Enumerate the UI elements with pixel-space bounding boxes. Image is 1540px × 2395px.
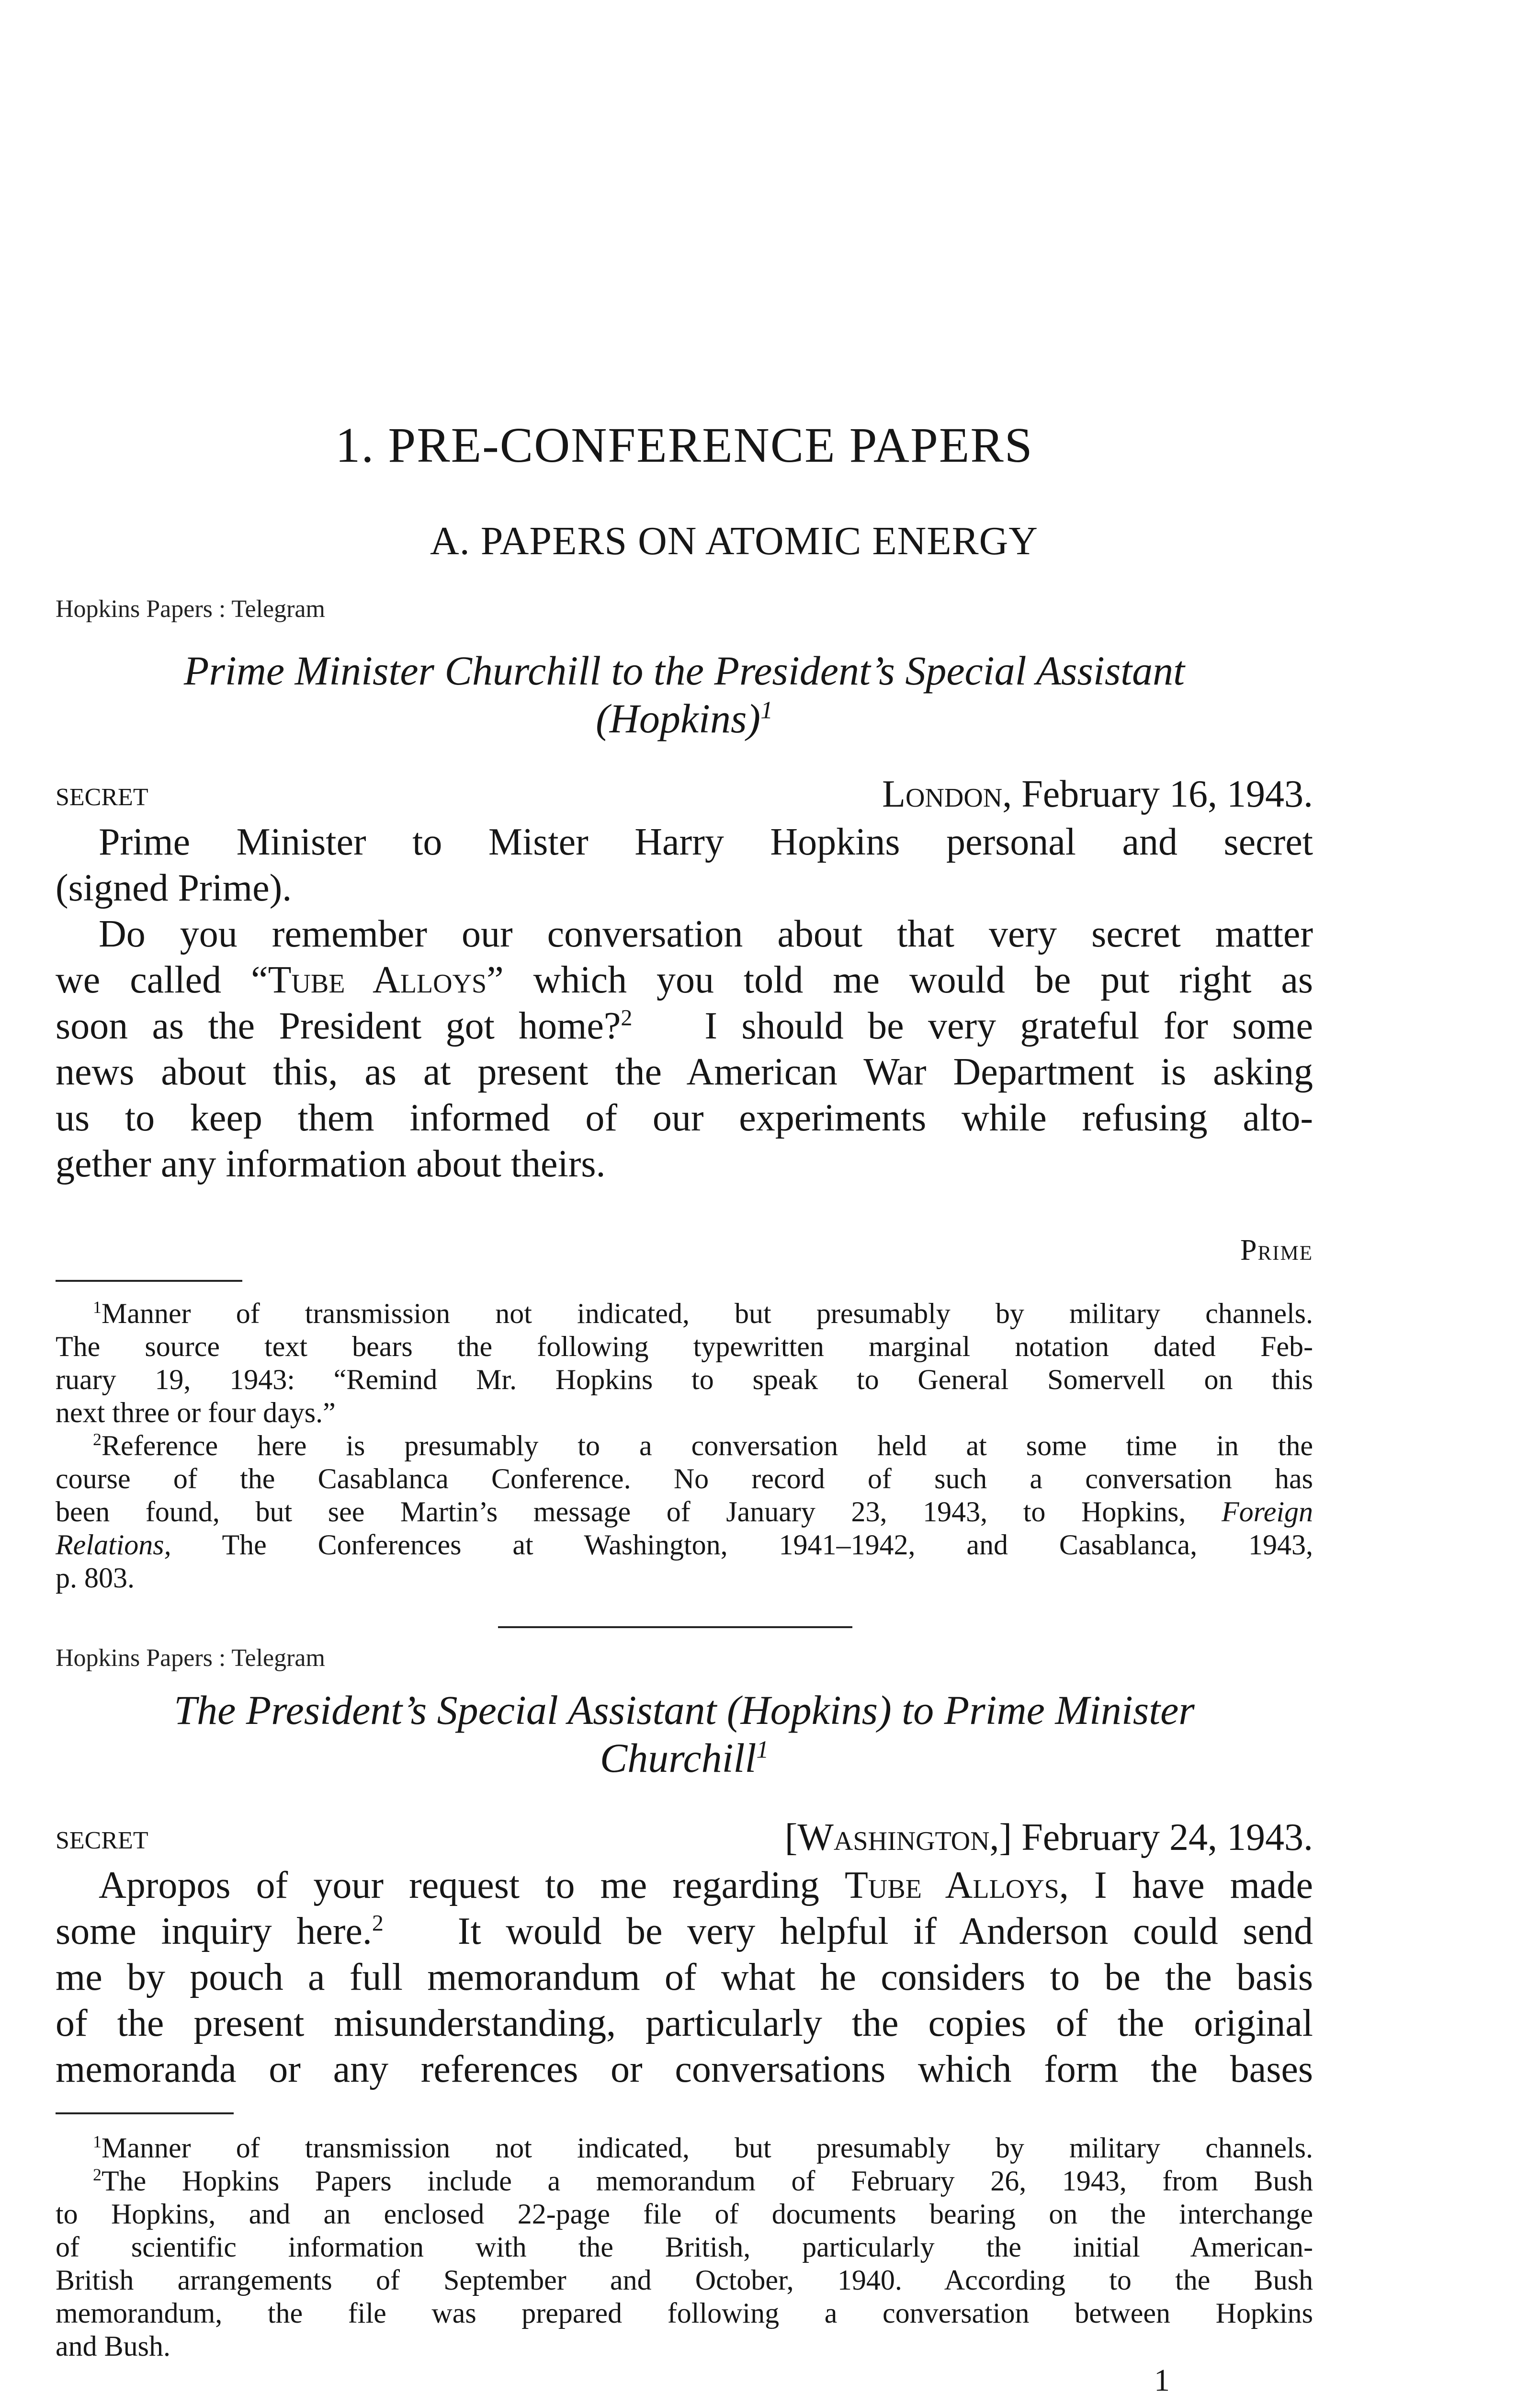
doc1-classification: SECRET: [56, 784, 148, 811]
doc1-footnote-rule: [56, 1280, 242, 1282]
doc2-line3: me by pouch a full memorandum of what he considers to be the basis: [56, 1956, 1313, 1998]
doc2-footnote-2-line6: and Bush.: [56, 2330, 170, 2362]
doc2-body: [56, 1862, 1313, 2092]
doc1-footnote-1-line1: $^1$Manner of transmission not indicated, but presumably by military channels.: [93, 1298, 1313, 1329]
doc2-source-line: Hopkins Papers : Telegram: [56, 1644, 325, 1672]
doc1-footnote-1-line3: ruary 19, 1943: “Remind Mr. Hopkins to speak to General Somervell on this: [56, 1364, 1313, 1395]
doc2-dateline: [56, 1814, 1313, 1860]
doc2-title-footnote-ref: 1: [756, 1736, 769, 1764]
doc1-place: London,: [882, 773, 1012, 815]
doc1-footnote-1-line2: The source text bears the following typewritten marginal notation dated Feb-: [56, 1331, 1313, 1362]
chapter-heading: 1. PRE-CONFERENCE PAPERS: [335, 418, 1033, 473]
doc2-line1: Apropos of your request to me regarding Tube Alloys, I have made: [99, 1864, 1314, 1906]
tube-alloys-term: Tube Alloys,: [845, 1864, 1069, 1906]
doc1-footnotes: [56, 1297, 1313, 1595]
doc2-line5: memoranda or any references or conversations which form the bases: [56, 2048, 1313, 2090]
document-separator-rule: [498, 1626, 852, 1628]
doc1-para2-line4: news about this, as at present the American War Department is asking: [56, 1051, 1313, 1093]
page-number: 1: [1154, 2363, 1170, 2395]
doc1-title-footnote-ref: 1: [760, 696, 773, 724]
doc2-place: [Washington,]: [784, 1816, 1012, 1859]
doc2-line2: some inquiry here.$^2$ It would be very helpful if Anderson could send: [56, 1910, 1313, 1952]
doc1-para2-line5: us to keep them informed of our experiments while refusing alto-: [56, 1097, 1313, 1139]
doc1-footnote-2-line4: Relations, The Conferences at Washington, 1941–1942, and Casablanca, 1943,: [56, 1529, 1313, 1561]
doc1-footnote-2-line2: course of the Casablanca Conference. No record of such a conversation has: [56, 1463, 1313, 1494]
doc1-signature: Prime: [1240, 1234, 1313, 1266]
doc2-footnote-2-line4: British arrangements of September and October, 1940. According to the Bush: [56, 2264, 1313, 2296]
doc1-title: [56, 647, 1313, 742]
doc1-body: [56, 819, 1313, 1187]
doc2-footnote-1-line1: $^1$Manner of transmission not indicated, but presumably by military channels.: [93, 2132, 1313, 2164]
doc1-para2-line6: gether any information about theirs.: [56, 1143, 606, 1185]
doc1-title-line2: (Hopkins)$^1$: [596, 696, 773, 741]
doc2-classification: SECRET: [56, 1827, 148, 1854]
doc1-para1-line1: Prime Minister to Mister Harry Hopkins personal and secret: [99, 821, 1313, 863]
doc2-title-line2: Churchill$^1$: [600, 1735, 769, 1781]
doc2-line4: of the present misunderstanding, particularly the copies of the original: [56, 2002, 1313, 2044]
doc1-source-line: Hopkins Papers : Telegram: [56, 595, 325, 623]
tube-alloys-term: Tube Alloys: [268, 959, 487, 1001]
doc1-dateline: [56, 771, 1313, 817]
doc1-title-line1: Prime Minister Churchill to the President’s Special Assistant: [183, 648, 1185, 694]
doc1-para2-line1: Do you remember our conversation about that very secret matter: [99, 913, 1313, 955]
doc2-date: February 24, 1943.: [1021, 1816, 1313, 1859]
doc2-footnote-2-line1: $^2$The Hopkins Papers include a memorandum of February 26, 1943, from Bush: [93, 2165, 1313, 2197]
doc2-footnote-2-line2: to Hopkins, and an enclosed 22-page file of documents bearing on the interchange: [56, 2198, 1313, 2230]
doc1-footnote-1-line4: next three or four days.”: [56, 1397, 336, 1428]
doc2-footnote-2-line3: of scientific information with the British, particularly the initial American-: [56, 2231, 1313, 2263]
foreign-relations-italic: Foreign: [1221, 1496, 1314, 1528]
doc1-footnote-ref-2: 2: [621, 1005, 633, 1031]
doc1-para1-line2: (signed Prime).: [56, 867, 292, 909]
doc1-date: February 16, 1943.: [1021, 773, 1313, 815]
doc2-footnote-2-line5: memorandum, the file was prepared following a conversation between Hopkins: [56, 2297, 1313, 2329]
doc1-footnote-2-line3: been found, but see Martin’s message of January 23, 1943, to Hopkins, Foreign: [56, 1496, 1314, 1528]
section-heading: A. PAPERS ON ATOMIC ENERGY: [430, 519, 1038, 563]
doc1-para2-line3: soon as the President got home?$^2$ I should be very grateful for some: [56, 1005, 1313, 1047]
doc2-footnote-ref-2: 2: [372, 1910, 384, 1936]
doc2-title: [56, 1686, 1313, 1782]
doc1-footnote-2-line5: p. 803.: [56, 1562, 135, 1594]
doc2-footnotes: [56, 2132, 1313, 2363]
doc1-para2-line2: we called “Tube Alloys” which you told me would be put right as: [56, 959, 1314, 1001]
doc1-footnote-2-line1: $^2$Reference here is presumably to a conversation held at some time in the: [93, 1430, 1313, 1461]
doc2-footnote-rule: [56, 2112, 234, 2114]
doc2-title-line1: The President’s Special Assistant (Hopkins) to Prime Minister: [174, 1687, 1195, 1733]
